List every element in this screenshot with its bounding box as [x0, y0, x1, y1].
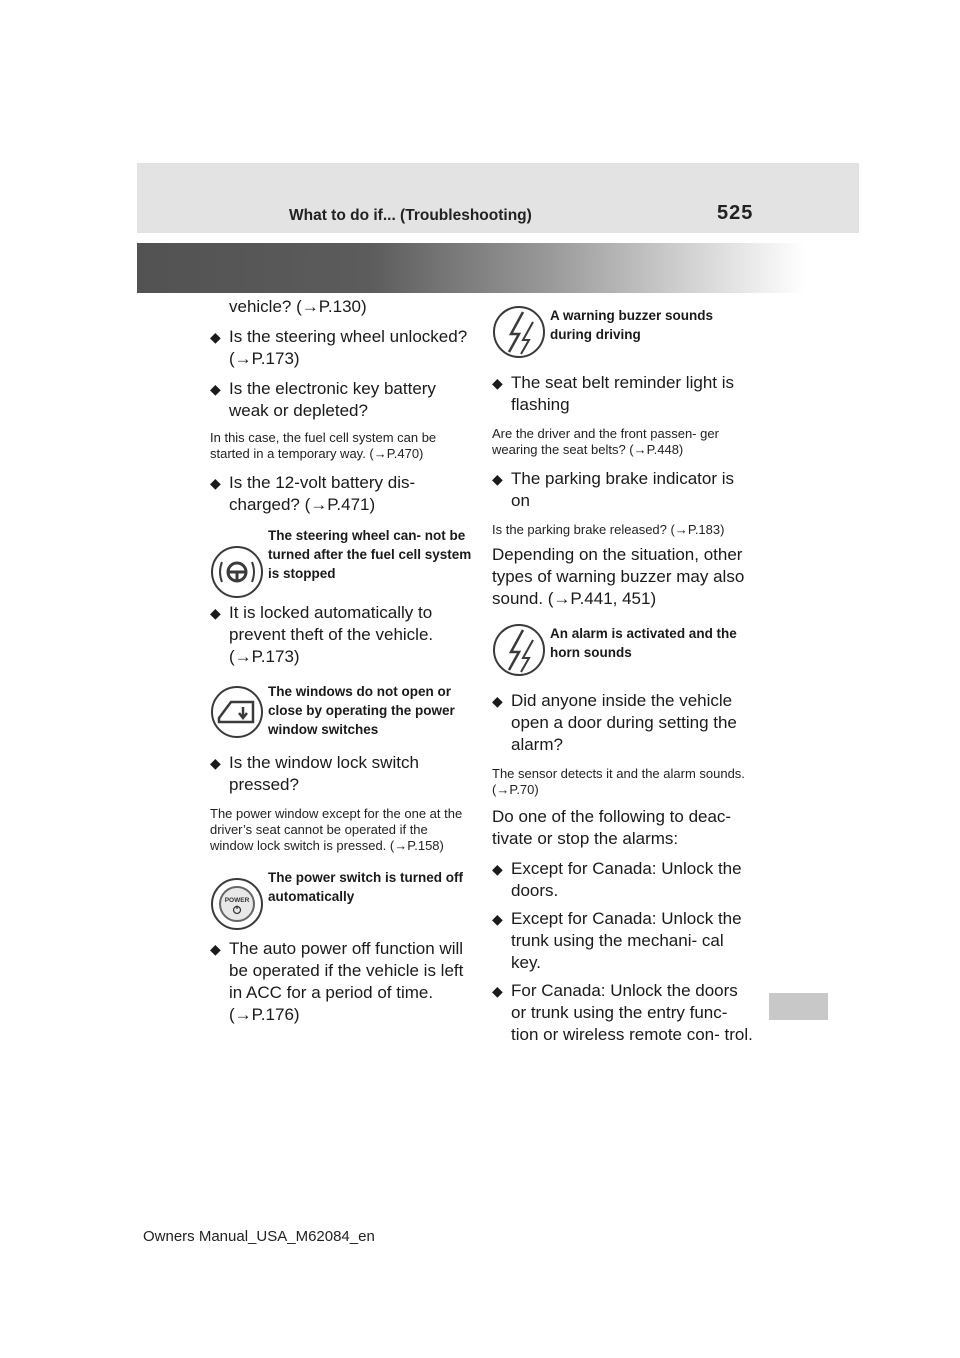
note-seatbelt: Are the driver and the front passen- ger wearing the seat belts? (→P.448) [492, 426, 719, 457]
note-battery: In this case, the fuel cell system can be started in a temporary way. (→P.470) [210, 430, 437, 461]
bullet-steering-unlocked: ◆ Is the steering wheel unlocked? (→P.173) [210, 327, 468, 368]
heading-steering-wheel [210, 526, 472, 592]
bullet-icon: ◆ [210, 381, 221, 397]
bullet-auto-power-off: ◆ The auto power off function will be operated if the vehicle is left in ACC for a period of time. (→P.176) [210, 939, 464, 1024]
lightning-alarm-icon [493, 624, 545, 676]
power-switch-icon [211, 878, 263, 930]
footer-text: Owners Manual_USA_M62084_en [143, 1228, 375, 1245]
bullet-seatbelt-light: ◆ The seat belt reminder light is flashing [492, 373, 734, 414]
bullet-icon: ◆ [210, 329, 221, 345]
bullet-12volt-battery: ◆ Is the 12-volt battery dis- charged? (→P.471) [210, 473, 416, 514]
heading-warning-buzzer [492, 306, 754, 372]
bullet-anyone-inside: ◆ Did anyone inside the vehicle open a door during setting the alarm? [492, 691, 737, 754]
bullet-icon: ◆ [210, 941, 221, 957]
bullet-except-canada-trunk: ◆ Except for Canada: Unlock the trunk using the mechani- cal key. [492, 909, 742, 972]
heading-text: The steering wheel can- not be turned after the fuel cell system is stopped [268, 528, 472, 581]
bullet-icon: ◆ [492, 983, 503, 999]
continued-text: vehicle? (→P.130) [229, 297, 367, 316]
heading-text: The power switch is turned off automatically [268, 870, 464, 904]
bullet-icon: ◆ [492, 693, 503, 709]
bullet-key-battery: ◆ Is the electronic key battery weak or depleted? [210, 379, 436, 420]
paragraph-depending: Depending on the situation, other types of warning buzzer may also sound. (→P.441, 451) [492, 545, 745, 608]
bullet-parking-brake: ◆ The parking brake indicator is on [492, 469, 735, 510]
bullet-locked-automatically: ◆ It is locked automatically to prevent theft of the vehicle. (→P.173) [210, 603, 434, 666]
page-number: 525 [717, 202, 754, 224]
heading-alarm [492, 624, 754, 690]
bullet-icon: ◆ [492, 861, 503, 877]
power-window-icon [211, 686, 263, 738]
left-column [210, 296, 472, 1026]
right-column [492, 306, 754, 1046]
bullet-icon: ◆ [210, 755, 221, 771]
chapter-tab [769, 993, 828, 1020]
bullet-icon: ◆ [210, 605, 221, 621]
steering-wheel-warning-icon [211, 546, 263, 598]
bullet-except-canada-doors: ◆ Except for Canada: Unlock the doors. [492, 859, 742, 900]
lightning-warning-icon [493, 306, 545, 358]
paragraph-do-one: Do one of the following to deac- tivate or stop the alarms: [492, 807, 732, 848]
bullet-for-canada: ◆ For Canada: Unlock the doors or trunk using the entry func- tion or wireless remote con- trol. [492, 981, 753, 1044]
bullet-icon: ◆ [492, 375, 503, 391]
note-window-lock: The power window except for the one at the driver’s seat cannot be operated if the window lock switch is pressed. (→P.158) [210, 806, 463, 853]
bullet-icon: ◆ [492, 471, 503, 487]
power-label: POWER [224, 897, 250, 904]
heading-text: An alarm is activated and the horn sounds [550, 626, 737, 660]
note-parking-brake: Is the parking brake released? (→P.183) [492, 522, 725, 537]
heading-power-windows [210, 682, 472, 748]
heading-text: The windows do not open or close by operating the power window switches [268, 684, 455, 737]
note-sensor: The sensor detects it and the alarm sounds. (→P.70) [492, 766, 745, 797]
bullet-icon: ◆ [210, 475, 221, 491]
bullet-window-lock: ◆ Is the window lock switch pressed? [210, 753, 419, 794]
bullet-icon: ◆ [492, 911, 503, 927]
section-title: What to do if... (Troubleshooting) [289, 207, 532, 224]
header-band [137, 243, 805, 293]
heading-text: A warning buzzer sounds during driving [550, 308, 714, 342]
heading-power-switch [210, 868, 472, 934]
